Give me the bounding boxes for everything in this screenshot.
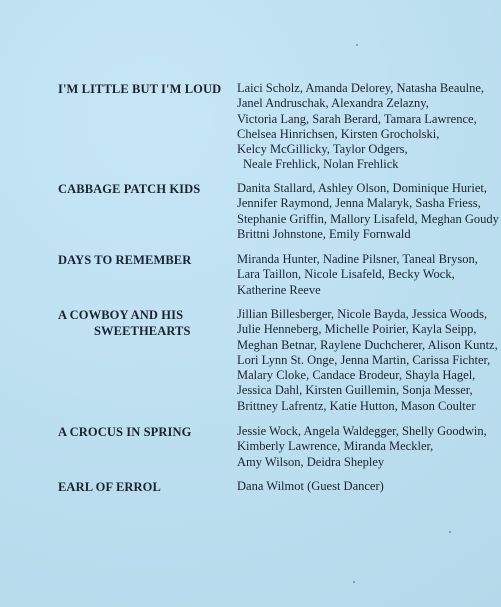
dance-title-line: EARL OF ERROL bbox=[58, 480, 161, 494]
dance-title-line: A COWBOY AND HIS bbox=[58, 308, 184, 322]
dancer-line: Miranda Hunter, Nadine Pilsner, Taneal Bryson, bbox=[237, 252, 478, 266]
dancer-line: Brittni Johnstone, Emily Fornwald bbox=[237, 226, 411, 241]
dancer-line: Neale Frehlick, Nolan Frehlick bbox=[243, 157, 399, 172]
dancer-line: Lara Taillon, Nicole Lisafeld, Becky Wock, bbox=[237, 267, 455, 282]
dance-title-line: A CROCUS IN SPRING bbox=[58, 425, 192, 439]
dance-title bbox=[58, 181, 228, 197]
dance-title bbox=[58, 479, 228, 495]
dancer-line: Jessica Dahl, Kirsten Guillemin, Sonja Messer, bbox=[237, 383, 473, 398]
dancer-list bbox=[237, 252, 495, 298]
dancer-line: Lori Lynn St. Onge, Jenna Martin, Carissa Fichter, bbox=[237, 352, 491, 367]
dancer-line: Kimberly Lawrence, Miranda Meckler, bbox=[237, 439, 434, 454]
dancer-line: Chelsea Hinrichsen, Kirsten Grocholski, bbox=[237, 126, 440, 141]
dancer-line: Jennifer Raymond, Jenna Malaryk, Sasha Friess, bbox=[237, 196, 481, 211]
dancer-line: Victoria Lang, Sarah Berard, Tamara Lawrence, bbox=[237, 111, 477, 126]
dancer-list bbox=[237, 424, 495, 470]
dancer-line: Kelcy McGillicky, Taylor Odgers, bbox=[237, 142, 408, 157]
dance-title-line: CABBAGE PATCH KIDS bbox=[58, 182, 201, 196]
dancer-list bbox=[237, 307, 498, 414]
dancer-list bbox=[237, 81, 495, 173]
dancer-line: Amy Wilson, Deidra Shepley bbox=[237, 454, 385, 469]
dancer-line: Julie Henneberg, Michelle Poirier, Kayla Seipp, bbox=[237, 322, 477, 337]
dance-title bbox=[58, 252, 228, 268]
dance-title bbox=[58, 81, 228, 97]
paper-speck bbox=[353, 581, 355, 583]
dancer-line: Jillian Billesberger, Nicole Bayda, Jessica Woods, bbox=[237, 307, 488, 321]
paper-speck bbox=[449, 531, 451, 533]
dancer-line: Dana Wilmot (Guest Dancer) bbox=[237, 479, 384, 493]
dance-title-line: DAYS TO REMEMBER bbox=[58, 253, 192, 267]
dance-title-line: SWEETHEARTS bbox=[94, 324, 191, 338]
dancer-line: Danita Stallard, Ashley Olson, Dominique Huriet, bbox=[237, 181, 487, 195]
paper-speck bbox=[356, 44, 358, 46]
dancer-line: Malary Cloke, Candace Brodeur, Shayla Hagel, bbox=[237, 368, 476, 383]
dancer-line: Brittney Lafrentz, Katie Hutton, Mason Coulter bbox=[237, 398, 476, 413]
dancer-line: Jessie Wock, Angela Waldegger, Shelly Goodwin, bbox=[237, 424, 487, 438]
dancer-list bbox=[237, 181, 499, 242]
dance-title bbox=[58, 307, 228, 339]
dancer-list bbox=[237, 479, 495, 494]
dance-title bbox=[58, 424, 228, 440]
dance-title-line: I'M LITTLE BUT I'M LOUD bbox=[58, 82, 222, 96]
dancer-line: Meghan Betnar, Raylene Duchcherer, Alison Kuntz, bbox=[237, 337, 498, 352]
dancer-line: Janel Andruschak, Alexandra Zelazny, bbox=[237, 96, 429, 111]
dancer-line: Stephanie Griffin, Mallory Lisafeld, Meghan Goudy bbox=[237, 211, 499, 226]
dancer-line: Laici Scholz, Amanda Delorey, Natasha Beaulne, bbox=[237, 81, 485, 95]
dancer-line: Katherine Reeve bbox=[237, 282, 321, 297]
